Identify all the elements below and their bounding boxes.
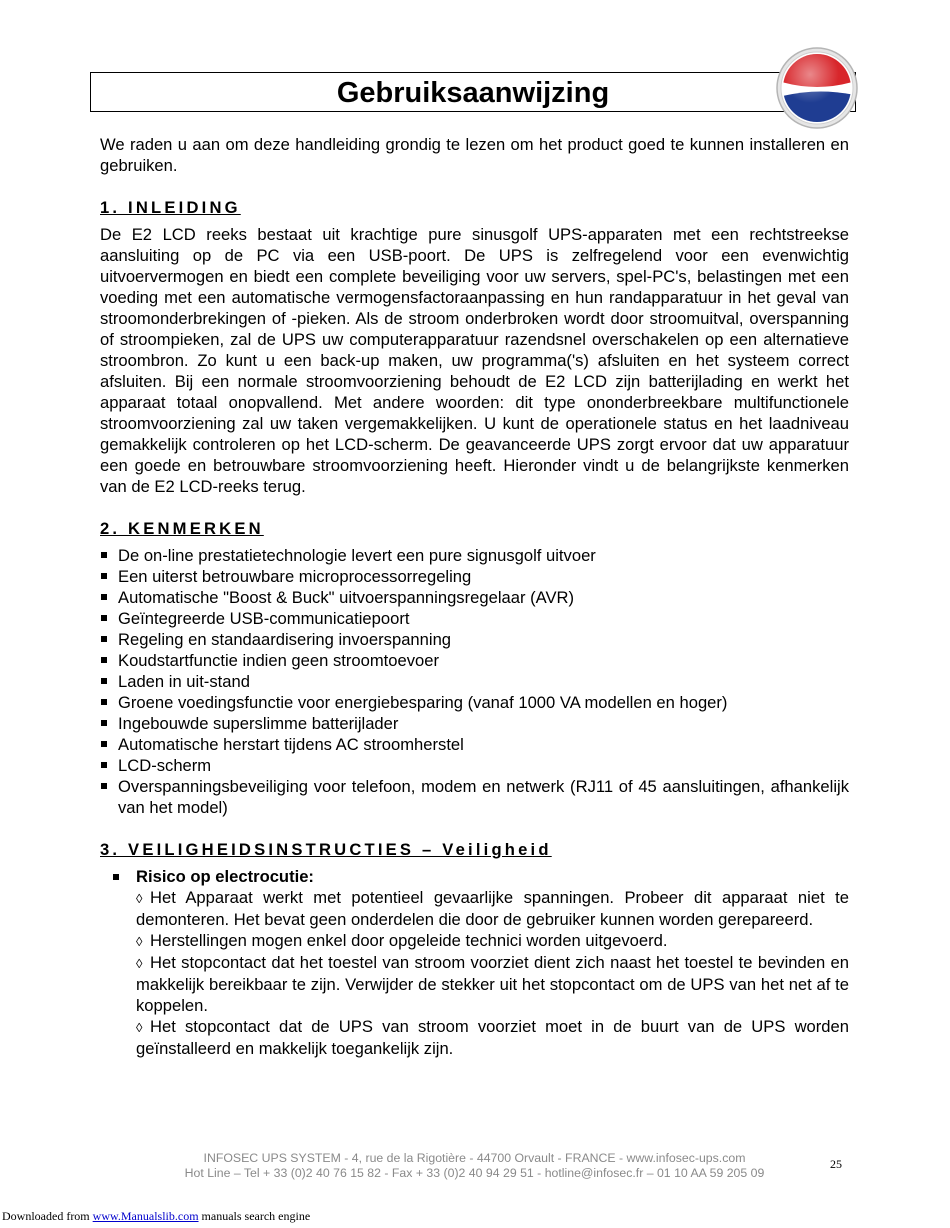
risk-block xyxy=(100,866,849,1059)
flag-circle-icon xyxy=(775,46,859,130)
safety-item: ◊ Het stopcontact dat het toestel van stroom voorziet dient zich naast het toestel te bevinden en makkelijk bereikbaar te zijn. Verwijder de stekker uit het stopcontact om de UPS van het net af te koppelen. xyxy=(136,953,849,1015)
list-item: Overspanningsbeveiliging voor telefoon, modem en netwerk (RJ11 of 45 aansluitingen, afhankelijk van het model) xyxy=(100,776,849,818)
diamond-icon: ◊ xyxy=(136,1020,143,1035)
safety-item: ◊ Het Apparaat werkt met potentieel gevaarlijke spanningen. Probeer dit apparaat niet te demonteren. Het bevat geen onderdelen die door de gebruiker kunnen worden gerepareerd. xyxy=(136,888,849,929)
list-item: De on-line prestatietechnologie levert een pure signusgolf uitvoer xyxy=(100,545,849,566)
list-item: Automatische "Boost & Buck" uitvoerspanningsregelaar (AVR) xyxy=(100,587,849,608)
safety-item: ◊ Het stopcontact dat de UPS van stroom voorziet moet in de buurt van de UPS worden geïnstalleerd en makkelijk toegankelijk zijn. xyxy=(136,1017,849,1058)
risk-title: Risico op electrocutie: xyxy=(136,867,314,886)
heading-kenmerken: 2. KENMERKEN xyxy=(100,519,264,538)
diamond-icon: ◊ xyxy=(136,934,143,949)
manualslib-link[interactable]: www.Manualslib.com xyxy=(92,1209,199,1223)
list-item: LCD-scherm xyxy=(100,755,849,776)
list-item: Regeling en standaardisering invoerspanning xyxy=(100,629,849,650)
page-title: Gebruiksaanwijzing xyxy=(336,77,610,109)
safety-item: ◊ Herstellingen mogen enkel door opgeleide technici worden uitgevoerd. xyxy=(136,931,668,950)
page-number: 25 xyxy=(830,1157,842,1171)
title-box xyxy=(90,72,856,112)
list-item: Laden in uit-stand xyxy=(100,671,849,692)
inleiding-paragraph: De E2 LCD reeks bestaat uit krachtige pure sinusgolf UPS-apparaten met een rechtstreekse aansluiting op de PC via een USB-poort. De UPS is zelfregelend voor een evenwichtig uitvoervermogen en biedt een complete beveiliging voor uw servers, spel-PC's, belastingen met een voeding met een automatische vermogensfactoraanpassing en hun randapparatuur in het geval van stroomonderbrekingen of -pieken. Als de stroom onderbroken wordt door stroomuitval, overspanning of stroompieken, zal de UPS uw computerapparatuur razendsnel overschakelen op een alternatieve stroombron. Zo kunt u een back-up maken, uw programma('s) afsluiten en het systeem correct afsluiten. Bij een normale stroomvoorziening behoudt de E2 LCD zijn batterijlading en werkt het apparaat totaal onopvallend. Met andere woorden: dit type ononderbreekbare multifunctionele stroomvoorziening zal uw taken vergemakkelijken. U kunt de operationele status en het laadniveau gemakkelijk controleren op het LCD-scherm. De geavanceerde UPS zorgt ervoor dat uw apparatuur een goede en betrouwbare stroomvoorziening heeft. Hieronder vindt u de belangrijkste kenmerken van de E2 LCD-reeks terug. xyxy=(100,225,849,496)
page-footer xyxy=(100,1151,849,1181)
heading-veiligheid: 3. VEILIGHEIDSINSTRUCTIES – Veiligheid xyxy=(100,840,552,859)
list-item: Een uiterst betrouwbare microprocessorregeling xyxy=(100,566,849,587)
square-bullet-icon xyxy=(113,874,119,880)
diamond-icon: ◊ xyxy=(136,956,143,971)
footer-contact: Hot Line – Tel + 33 (0)2 40 76 15 82 - Fax + 33 (0)2 40 94 29 51 - hotline@infosec.fr – 01 10 AA 59 205 09 xyxy=(184,1166,765,1180)
list-item: Ingebouwde superslimme batterijlader xyxy=(100,713,849,734)
heading-inleiding: 1. INLEIDING xyxy=(100,198,241,217)
diamond-icon: ◊ xyxy=(136,891,143,906)
list-item: Automatische herstart tijdens AC stroomherstel xyxy=(100,734,849,755)
download-watermark: Downloaded from www.Manualslib.com manuals search engine xyxy=(2,1209,311,1223)
list-item: Geïntegreerde USB-communicatiepoort xyxy=(100,608,849,629)
footer-address: INFOSEC UPS SYSTEM - 4, rue de la Rigotière - 44700 Orvault - FRANCE - www.infosec-ups.com xyxy=(203,1151,746,1165)
document-body xyxy=(100,134,849,1059)
features-list xyxy=(100,545,849,818)
list-item: Groene voedingsfunctie voor energiebesparing (vanaf 1000 VA modellen en hoger) xyxy=(100,692,849,713)
intro-paragraph: We raden u aan om deze handleiding grondig te lezen om het product goed te kunnen installeren en gebruiken. xyxy=(100,135,849,175)
list-item: Koudstartfunctie indien geen stroomtoevoer xyxy=(100,650,849,671)
